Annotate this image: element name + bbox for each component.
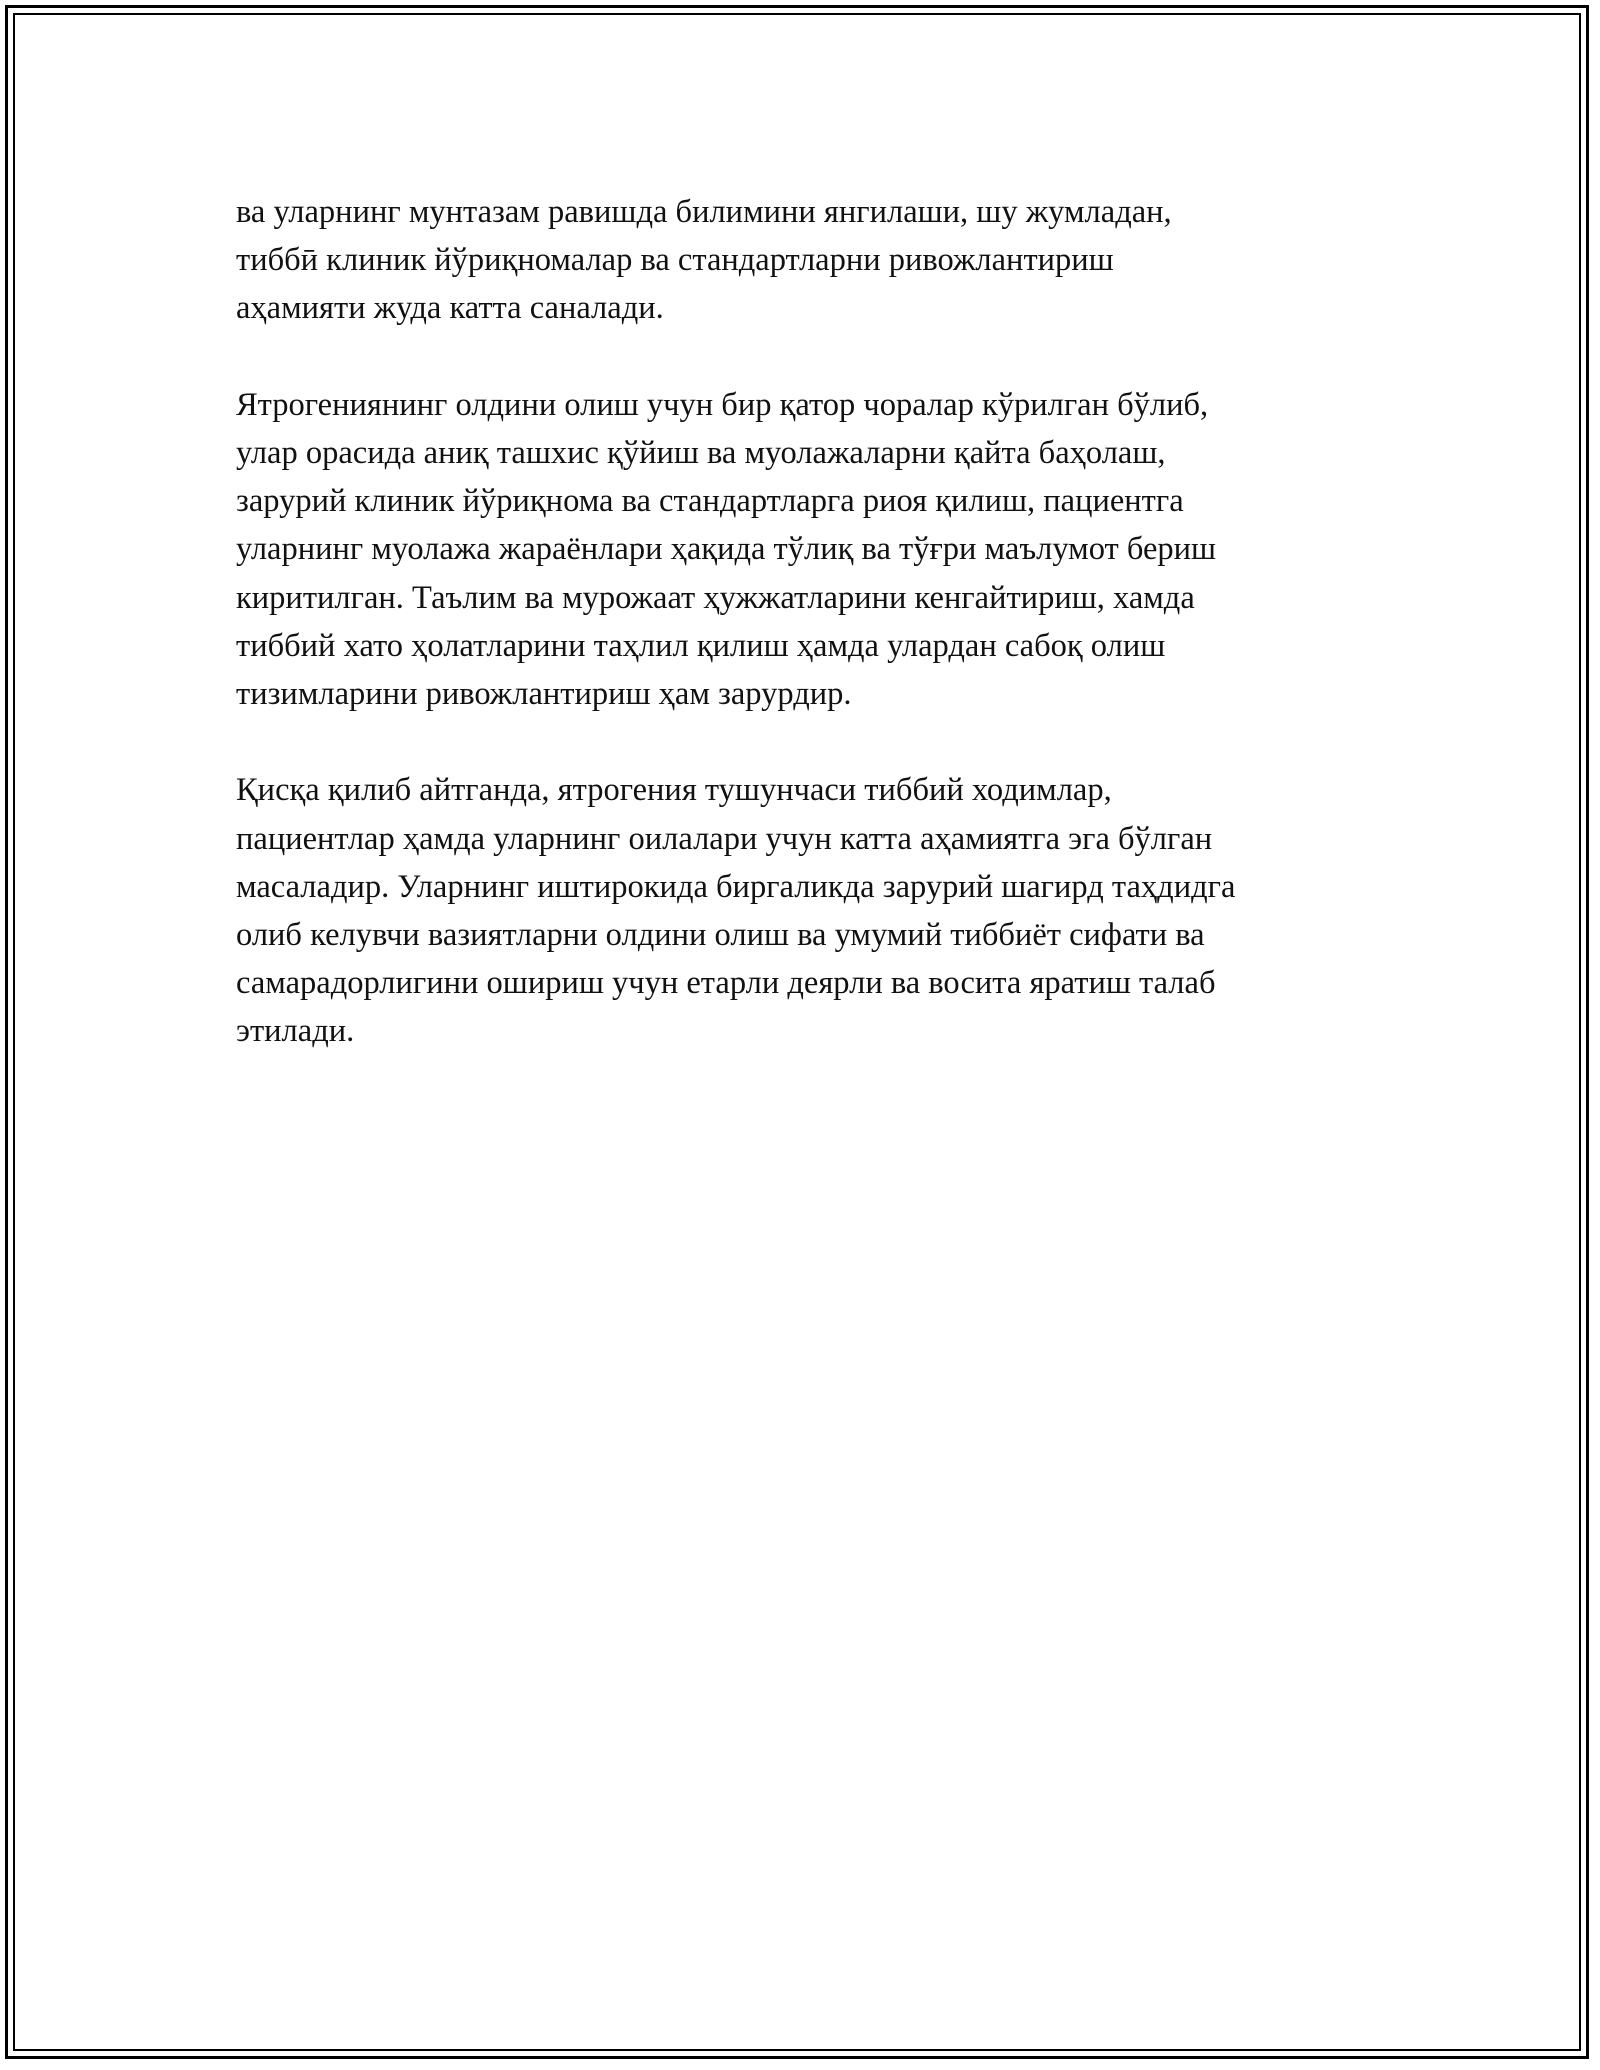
text-line: Қисқа қилиб айтганда, ятрогения тушунчаси тиббий ходимлар,	[236, 772, 1112, 809]
text-line: зарурий клиник йўриқнома ва стандартларга риоя қилиш, пациентга	[236, 483, 1184, 520]
text-line: улар орасида аниқ ташхис қўйиш ва муолажаларни қайта баҳолаш,	[236, 435, 1166, 471]
text-line: Ятрогениянинг олдини олиш учун бир қатор чоралар кўрилган бўлиб,	[236, 386, 1209, 423]
text-line: тизимларини ривожлантириш ҳам зарурдир.	[236, 676, 852, 713]
text-line: пациентлар ҳамда уларнинг оилалари учун катта аҳамиятга эга бўлган	[236, 820, 1213, 857]
text-line: киритилган. Таълим ва мурожаат ҳужжатларини кенгайтириш, хамда	[236, 579, 1195, 616]
text-line: самарадорлигини ошириш учун етарли деярли ва восита яратиш талаб	[236, 965, 1216, 1002]
text-line: тиббий хато ҳолатларини таҳлил қилиш ҳамда улардан сабоқ олиш	[236, 627, 1166, 664]
text-line: тиббӣ клиник йўриқномалар ва стандартларни ривожлантириш	[236, 242, 1114, 279]
text-line: аҳамияти жуда катта саналади.	[236, 290, 664, 327]
text-line: уларнинг муолажа жараёнлари ҳақида тўлиқ ва тўғри маълумот бериш	[236, 531, 1217, 568]
paragraph-1	[236, 188, 1396, 333]
paragraph-3	[236, 766, 1396, 1055]
text-line: этилади.	[236, 1013, 355, 1050]
document-body	[236, 188, 1396, 1056]
text-line: масаладир. Уларнинг иштирокида биргаликда зарурий шагирд таҳдидга	[236, 868, 1236, 905]
paragraph-2	[236, 381, 1396, 718]
text-line: ва уларнинг мунтазам равишда билимини янгилаши, шу жумладан,	[236, 194, 1172, 230]
text-line: олиб келувчи вазиятларни олдини олиш ва умумий тиббиёт сифати ва	[236, 917, 1205, 954]
